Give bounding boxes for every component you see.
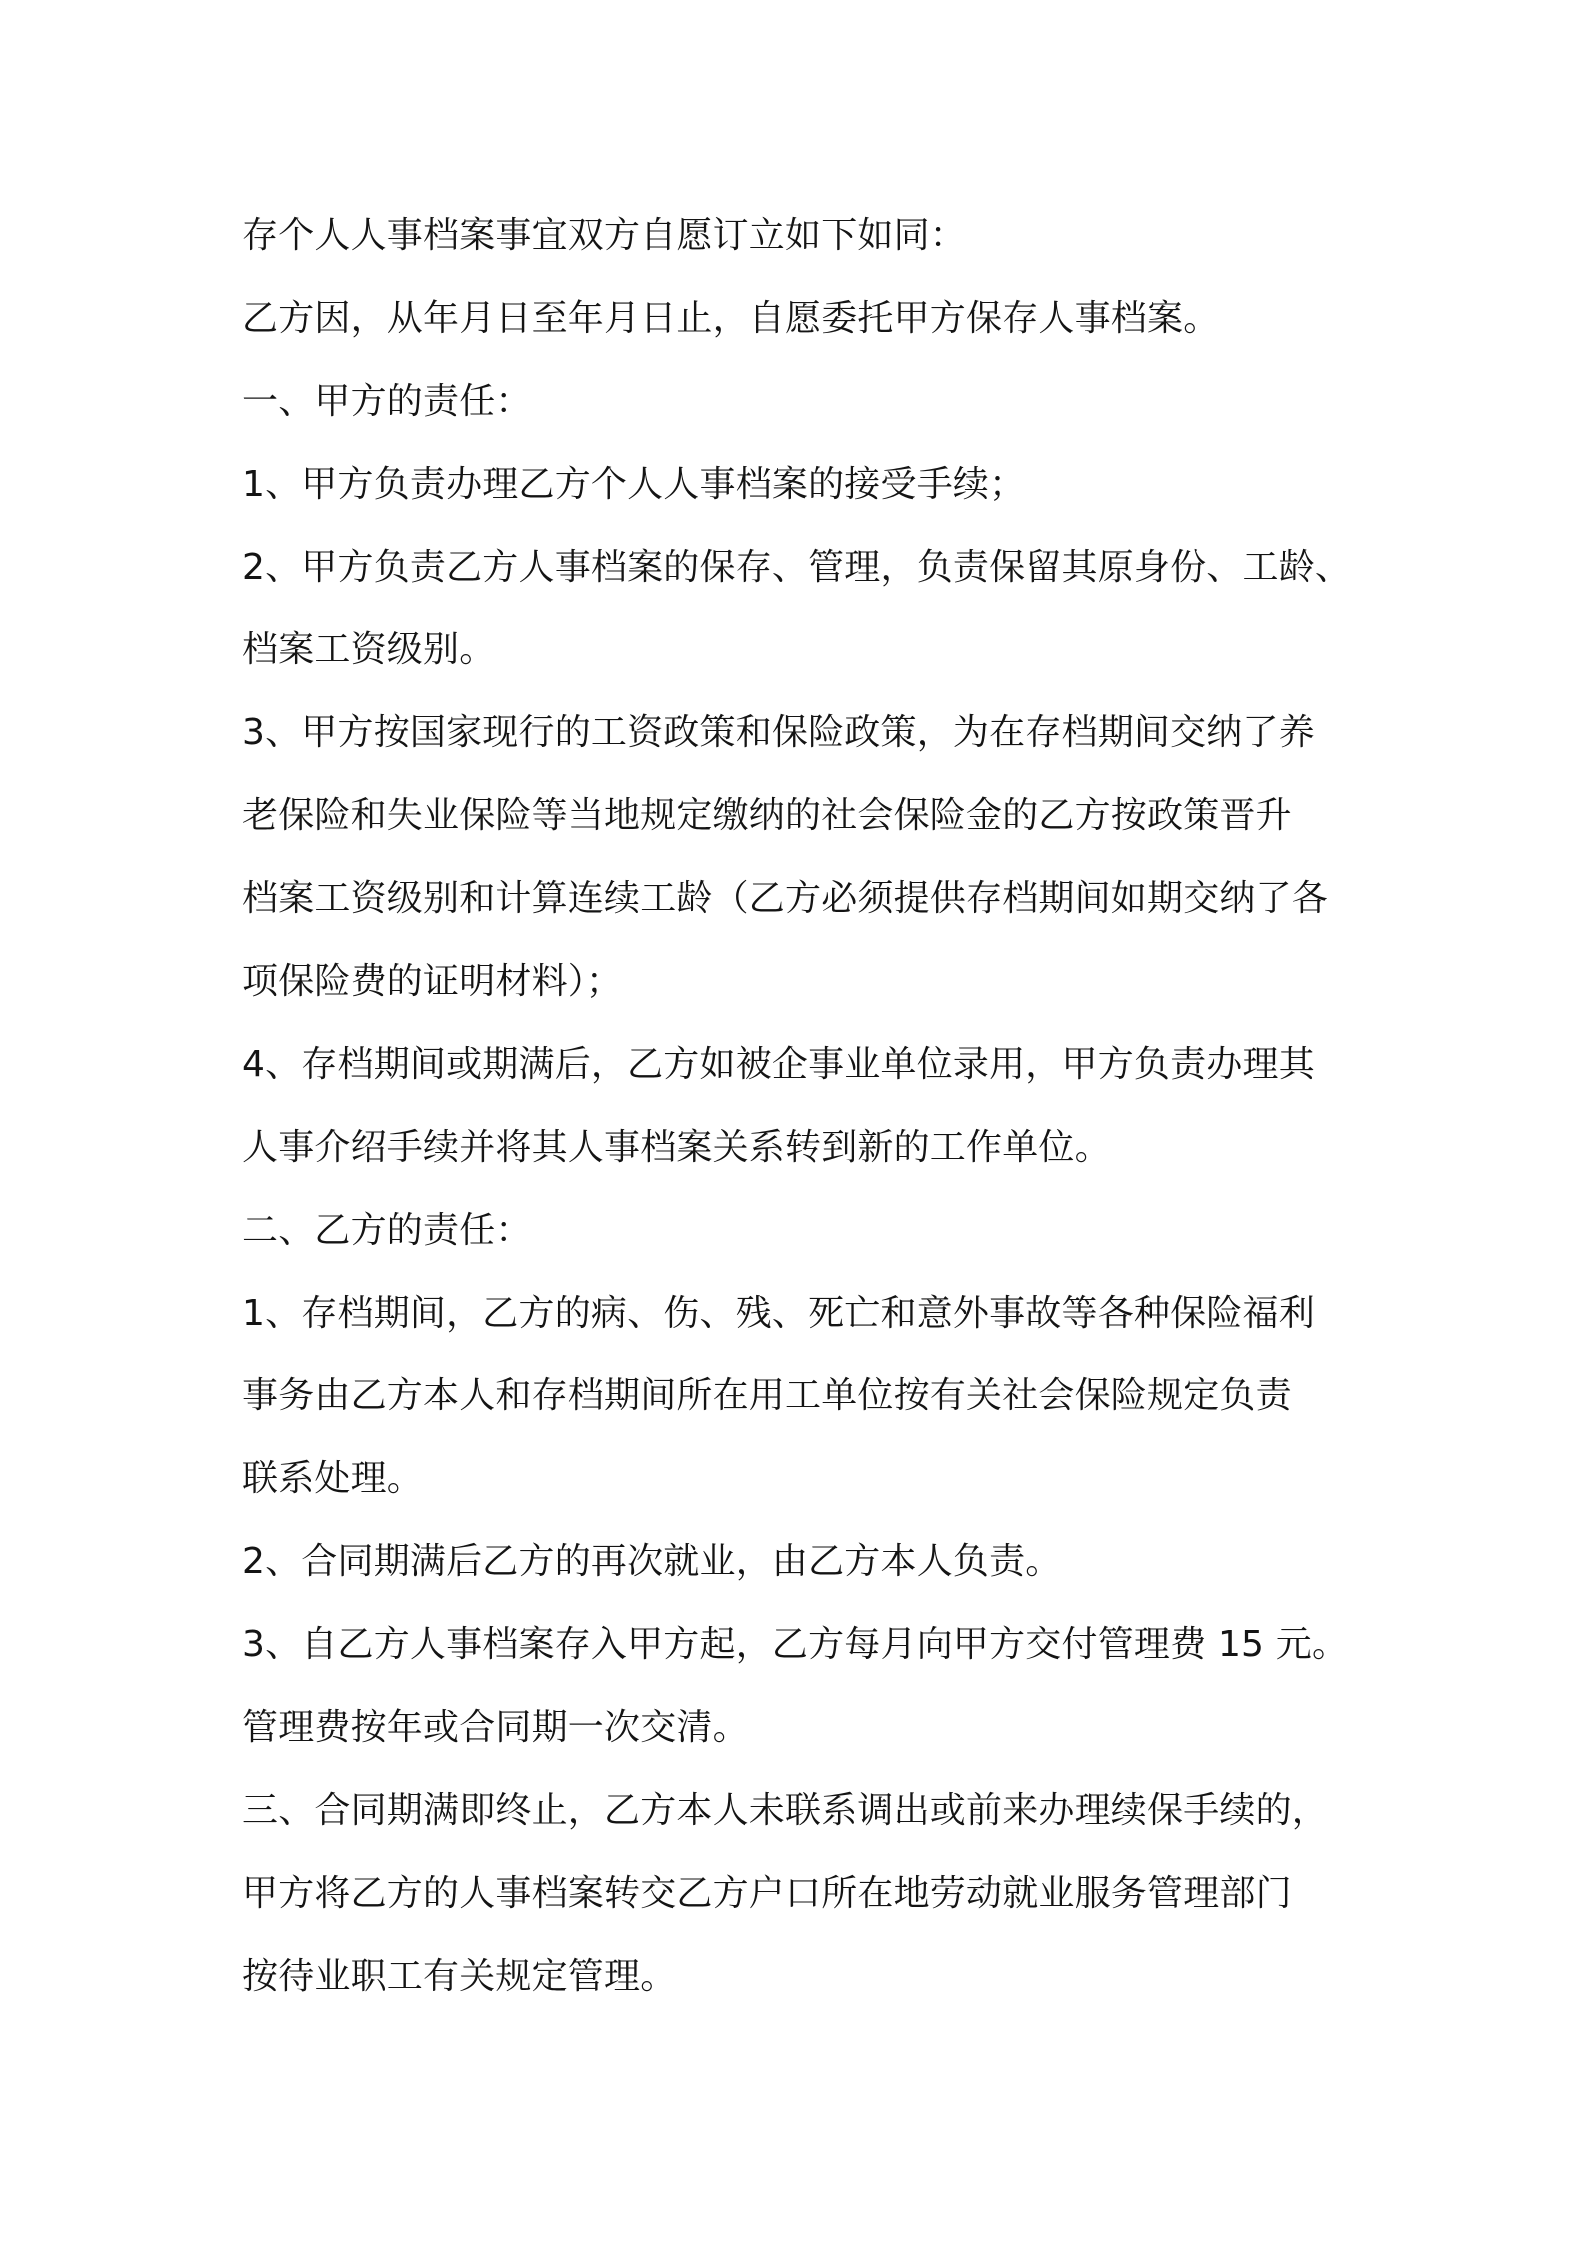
- text-line: 1、甲方负责办理乙方个人人事档案的接受手续；: [242, 463, 1026, 505]
- text-line: 按待业职工有关规定管理。: [242, 1955, 677, 1997]
- text-line: 管理费按年或合同期一次交清。: [242, 1707, 749, 1749]
- section-heading: 二、乙方的责任：: [242, 1209, 532, 1251]
- text-line: 事务由乙方本人和存档期间所在用工单位按有关社会保险规定负责: [242, 1375, 1292, 1417]
- text-line: 项保险费的证明材料）；: [242, 961, 623, 1003]
- text-line: 老保险和失业保险等当地规定缴纳的社会保险金的乙方按政策晋升: [242, 795, 1292, 837]
- text-line: 人事介绍手续并将其人事档案关系转到新的工作单位。: [242, 1126, 1111, 1168]
- text-line: 2、甲方负责乙方人事档案的保存、管理，负责保留其原身份、工龄、: [242, 546, 1352, 588]
- section-heading: 一、甲方的责任：: [242, 380, 532, 422]
- text-line: 档案工资级别。: [242, 629, 496, 671]
- text-line: 乙方因，从年月日至年月日止，自愿委托甲方保存人事档案。: [242, 297, 1220, 339]
- text-line: 联系处理。: [242, 1458, 424, 1500]
- document-body: [242, 195, 1422, 2019]
- text-line: 1、存档期间，乙方的病、伤、残、死亡和意外事故等各种保险福利: [242, 1292, 1315, 1334]
- section-heading: 三、合同期满即终止，乙方本人未联系调出或前来办理续保手续的，: [242, 1789, 1329, 1831]
- text-line: 3、甲方按国家现行的工资政策和保险政策，为在存档期间交纳了养: [242, 712, 1315, 754]
- text-line: 3、自乙方人事档案存入甲方起，乙方每月向甲方交付管理费 15 元。: [242, 1624, 1349, 1666]
- text-line: 4、存档期间或期满后，乙方如被企事业单位录用，甲方负责办理其: [242, 1043, 1315, 1085]
- text-line: 档案工资级别和计算连续工龄（乙方必须提供存档期间如期交纳了各: [242, 878, 1329, 920]
- text-line: 存个人人事档案事宜双方自愿订立如下如同：: [242, 215, 967, 256]
- text-line: 甲方将乙方的人事档案转交乙方户口所在地劳动就业服务管理部门: [242, 1872, 1292, 1914]
- text-line: 2、合同期满后乙方的再次就业，由乙方本人负责。: [242, 1541, 1062, 1583]
